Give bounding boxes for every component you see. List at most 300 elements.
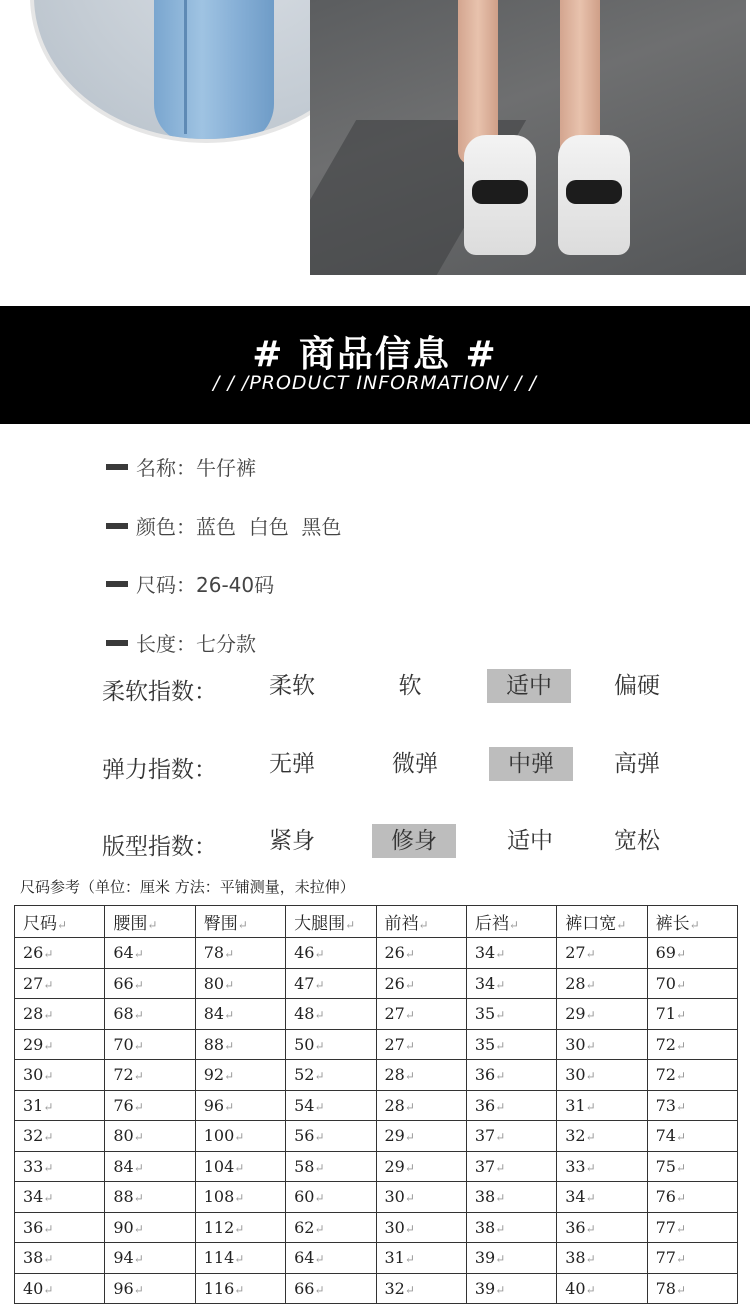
return-mark-icon: ↵ [314, 1252, 325, 1267]
cell-value: 68 [113, 1004, 134, 1024]
table-cell [376, 1182, 466, 1213]
table-cell [376, 1090, 466, 1121]
return-mark-icon: ↵ [43, 1008, 54, 1023]
return-mark-icon: ↵ [43, 1069, 54, 1084]
return-mark-icon: ↵ [234, 1221, 245, 1236]
cell-value: 28 [565, 973, 586, 993]
cell-value: 96 [113, 1278, 134, 1298]
return-mark-icon: ↵ [585, 1221, 596, 1236]
cell-value: 40 [565, 1278, 586, 1298]
cell-value: 30 [384, 1217, 405, 1237]
cell-value: 34 [565, 1187, 586, 1207]
return-mark-icon: ↵ [234, 1191, 245, 1206]
table-cell [15, 1243, 105, 1274]
table-cell [195, 1182, 285, 1213]
cell-value: 74 [655, 1126, 676, 1146]
table-cell [15, 999, 105, 1030]
table-cell [647, 1182, 737, 1213]
table-cell [376, 1151, 466, 1182]
return-mark-icon: ↵ [43, 1282, 54, 1297]
return-mark-icon: ↵ [133, 1130, 144, 1145]
size-chart-header-cell [647, 906, 737, 938]
return-mark-icon: ↵ [43, 1160, 54, 1175]
return-mark-icon: ↵ [314, 947, 325, 962]
elasticity-index-row [0, 747, 750, 787]
table-cell [105, 1121, 195, 1152]
cell-value: 75 [655, 1156, 676, 1176]
return-mark-icon: ↵ [675, 1069, 687, 1084]
return-mark-icon: ↵ [43, 1099, 54, 1114]
cell-value: 37 [474, 1156, 496, 1176]
cell-value: 31 [384, 1248, 405, 1268]
table-cell [466, 1151, 556, 1182]
return-mark-icon: ↵ [404, 1252, 415, 1267]
table-cell [195, 1060, 285, 1091]
table-cell [647, 1029, 737, 1060]
table-cell [105, 1029, 195, 1060]
cell-value: 29 [23, 1034, 44, 1054]
cell-value: 38 [474, 1217, 496, 1237]
cell-value: 28 [23, 1004, 44, 1024]
cell-value: 30 [565, 1034, 586, 1054]
table-cell [557, 1029, 647, 1060]
return-mark-icon: ↵ [224, 1008, 235, 1023]
cell-value: 27 [23, 973, 44, 993]
size-chart-header-cell [286, 906, 376, 938]
table-cell [286, 1243, 376, 1274]
cell-value: 35 [474, 1004, 496, 1024]
return-mark-icon: ↵ [675, 947, 687, 962]
cell-value: 46 [294, 943, 315, 963]
cell-value: 39 [474, 1248, 496, 1268]
cell-value: 38 [565, 1248, 586, 1268]
cell-value: 36 [474, 1095, 496, 1115]
return-mark-icon: ↵ [495, 1191, 506, 1206]
table-cell [557, 1151, 647, 1182]
return-mark-icon: ↵ [585, 1160, 596, 1175]
cell-value: 48 [294, 1004, 315, 1024]
return-mark-icon: ↵ [585, 1191, 596, 1206]
table-cell [286, 1212, 376, 1243]
table-row [15, 1060, 738, 1091]
return-mark-icon: ↵ [234, 1160, 245, 1175]
table-row [15, 1212, 738, 1243]
softness-index-label: 柔软指数： [102, 679, 217, 705]
dash-icon [106, 464, 128, 470]
info-item-length: 长度 ： 七分款 [106, 628, 256, 657]
return-mark-icon: ↵ [585, 1252, 596, 1267]
return-mark-icon: ↵ [224, 1069, 235, 1084]
cell-value: 34 [23, 1187, 44, 1207]
cell-value: 47 [294, 973, 315, 993]
cell-value: 34 [474, 943, 496, 963]
cell-value: 58 [294, 1156, 315, 1176]
return-mark-icon: ↵ [314, 1099, 325, 1114]
table-cell [376, 1212, 466, 1243]
cell-value: 34 [474, 973, 496, 993]
table-cell [557, 938, 647, 969]
table-cell [376, 1029, 466, 1060]
return-mark-icon: ↵ [43, 977, 54, 992]
return-mark-icon: ↵ [675, 1191, 687, 1206]
return-mark-icon: ↵ [234, 1130, 245, 1145]
cell-value: 31 [23, 1095, 44, 1115]
table-cell [286, 1273, 376, 1304]
cell-value: 88 [113, 1187, 134, 1207]
table-cell [195, 968, 285, 999]
cell-value: 108 [203, 1187, 235, 1207]
return-mark-icon: ↵ [224, 947, 235, 962]
table-cell [195, 1090, 285, 1121]
return-mark-icon: ↵ [495, 977, 506, 992]
table-cell [647, 1090, 737, 1121]
table-cell [647, 938, 737, 969]
cell-value: 62 [294, 1217, 315, 1237]
cell-value: 54 [294, 1095, 315, 1115]
return-mark-icon: ↵ [133, 1221, 144, 1236]
info-item-color: 颜色 ： 蓝色 白色 黑色 [106, 511, 341, 540]
cell-value: 90 [113, 1217, 134, 1237]
table-cell [195, 938, 285, 969]
header-text: 裤口宽 [565, 914, 617, 934]
cell-value: 70 [113, 1034, 134, 1054]
product-info-banner [0, 306, 750, 424]
info-item-name: 名称 ： 牛仔裤 [106, 452, 256, 481]
cell-value: 72 [655, 1034, 676, 1054]
cell-value: 33 [23, 1156, 44, 1176]
return-mark-icon: ↵ [314, 1130, 325, 1145]
table-cell [466, 1090, 556, 1121]
table-cell [105, 999, 195, 1030]
cell-value: 30 [565, 1065, 586, 1085]
cell-value: 112 [203, 1217, 235, 1237]
return-mark-icon: ↵ [43, 1221, 54, 1236]
table-row [15, 1090, 738, 1121]
table-cell [376, 1060, 466, 1091]
cell-value: 26 [23, 943, 44, 963]
return-mark-icon: ↵ [404, 1099, 415, 1114]
table-row [15, 1182, 738, 1213]
return-mark-icon: ↵ [616, 918, 627, 932]
header-text: 大腿围 [294, 914, 346, 934]
cell-value: 116 [203, 1278, 235, 1298]
cell-value: 30 [23, 1065, 44, 1085]
cell-value: 31 [565, 1095, 586, 1115]
return-mark-icon: ↵ [224, 977, 235, 992]
return-mark-icon: ↵ [495, 1221, 506, 1236]
table-cell [195, 1121, 285, 1152]
table-cell [15, 938, 105, 969]
table-cell [557, 1243, 647, 1274]
return-mark-icon: ↵ [314, 1191, 325, 1206]
size-chart-header-row [15, 906, 738, 938]
return-mark-icon: ↵ [43, 947, 54, 962]
cell-value: 100 [203, 1126, 235, 1146]
fit-option: 紧身 [269, 828, 315, 854]
table-cell [557, 999, 647, 1030]
table-cell [466, 968, 556, 999]
table-cell [105, 1060, 195, 1091]
table-cell [105, 1182, 195, 1213]
return-mark-icon: ↵ [495, 1008, 506, 1023]
return-mark-icon: ↵ [675, 1221, 687, 1236]
table-cell [466, 1243, 556, 1274]
cell-value: 29 [565, 1004, 586, 1024]
table-cell [286, 938, 376, 969]
cell-value: 72 [113, 1065, 134, 1085]
return-mark-icon: ↵ [495, 1069, 506, 1084]
return-mark-icon: ↵ [133, 1038, 144, 1053]
return-mark-icon: ↵ [404, 1282, 415, 1297]
table-cell [557, 1182, 647, 1213]
cell-value: 69 [655, 943, 676, 963]
return-mark-icon: ↵ [404, 977, 415, 992]
size-chart-header-cell [466, 906, 556, 938]
cell-value: 80 [113, 1126, 134, 1146]
cell-value: 27 [565, 943, 586, 963]
size-chart-header-cell [105, 906, 195, 938]
dash-icon [106, 640, 128, 646]
cell-value: 60 [294, 1187, 315, 1207]
cell-value: 70 [655, 973, 676, 993]
fit-index-row [0, 824, 750, 864]
table-cell [557, 1060, 647, 1091]
table-cell [647, 1151, 737, 1182]
return-mark-icon: ↵ [43, 1252, 54, 1267]
table-cell [647, 1273, 737, 1304]
return-mark-icon: ↵ [675, 1282, 687, 1297]
cell-value: 29 [384, 1126, 405, 1146]
cell-value: 38 [474, 1187, 496, 1207]
table-cell [195, 999, 285, 1030]
return-mark-icon: ↵ [585, 1069, 596, 1084]
table-row [15, 1273, 738, 1304]
table-row [15, 999, 738, 1030]
return-mark-icon: ↵ [314, 977, 325, 992]
cell-value: 71 [655, 1004, 676, 1024]
table-cell [647, 999, 737, 1030]
return-mark-icon: ↵ [585, 977, 596, 992]
return-mark-icon: ↵ [314, 1221, 325, 1236]
cell-value: 32 [23, 1126, 44, 1146]
table-cell [15, 1151, 105, 1182]
header-text: 裤长 [655, 914, 690, 934]
table-cell [466, 1212, 556, 1243]
table-cell [376, 1273, 466, 1304]
size-chart-header-cell [195, 906, 285, 938]
table-cell [286, 1090, 376, 1121]
table-cell [105, 1212, 195, 1243]
return-mark-icon: ↵ [508, 918, 519, 932]
cell-value: 88 [203, 1034, 225, 1054]
softness-index-row [0, 669, 750, 709]
cell-value: 72 [655, 1065, 676, 1085]
table-cell [105, 938, 195, 969]
return-mark-icon: ↵ [404, 1130, 415, 1145]
table-row [15, 1029, 738, 1060]
return-mark-icon: ↵ [133, 1191, 144, 1206]
return-mark-icon: ↵ [404, 1008, 415, 1023]
softness-option: 软 [398, 673, 422, 699]
cell-value: 35 [474, 1034, 496, 1054]
cell-value: 104 [203, 1156, 235, 1176]
header-text: 前裆 [384, 914, 419, 934]
return-mark-icon: ↵ [234, 1252, 245, 1267]
table-row [15, 1243, 738, 1274]
return-mark-icon: ↵ [404, 1160, 415, 1175]
header-text: 尺码 [23, 914, 57, 934]
cell-value: 52 [294, 1065, 315, 1085]
fit-option: 宽松 [614, 828, 660, 854]
table-cell [286, 1121, 376, 1152]
cell-value: 76 [655, 1187, 676, 1207]
elasticity-option-selected: 中弹 [489, 747, 573, 781]
cell-value: 50 [294, 1034, 315, 1054]
header-text: 后裆 [474, 914, 509, 934]
table-cell [195, 1243, 285, 1274]
cell-value: 36 [565, 1217, 586, 1237]
table-cell [15, 1182, 105, 1213]
cell-value: 84 [113, 1156, 134, 1176]
table-cell [286, 1182, 376, 1213]
cell-value: 39 [474, 1278, 496, 1298]
return-mark-icon: ↵ [314, 1069, 325, 1084]
table-row [15, 938, 738, 969]
cell-value: 26 [384, 943, 405, 963]
table-cell [557, 1273, 647, 1304]
table-cell [466, 938, 556, 969]
table-cell [105, 1151, 195, 1182]
return-mark-icon: ↵ [345, 918, 356, 932]
table-cell [466, 999, 556, 1030]
cell-value: 64 [113, 943, 134, 963]
return-mark-icon: ↵ [404, 1221, 415, 1236]
cell-value: 27 [384, 1004, 405, 1024]
table-cell [557, 1090, 647, 1121]
table-cell [15, 968, 105, 999]
cell-value: 92 [203, 1065, 225, 1085]
table-cell [647, 968, 737, 999]
return-mark-icon: ↵ [237, 918, 248, 932]
return-mark-icon: ↵ [495, 1252, 506, 1267]
cell-value: 78 [203, 943, 225, 963]
table-cell [15, 1212, 105, 1243]
elasticity-option: 无弹 [269, 751, 315, 777]
cell-value: 28 [384, 1095, 405, 1115]
cell-value: 77 [655, 1217, 676, 1237]
return-mark-icon: ↵ [43, 1130, 54, 1145]
return-mark-icon: ↵ [495, 1130, 506, 1145]
return-mark-icon: ↵ [495, 1099, 506, 1114]
cell-value: 36 [474, 1065, 496, 1085]
return-mark-icon: ↵ [224, 1099, 235, 1114]
elasticity-index-label: 弹力指数： [102, 757, 217, 783]
size-chart-header-cell [15, 906, 105, 938]
table-cell [557, 1121, 647, 1152]
return-mark-icon: ↵ [675, 1160, 687, 1175]
header-text: 臀围 [203, 914, 238, 934]
return-mark-icon: ↵ [314, 1160, 325, 1175]
table-cell [105, 968, 195, 999]
table-cell [286, 1151, 376, 1182]
table-cell [466, 1060, 556, 1091]
return-mark-icon: ↵ [495, 1282, 506, 1297]
cell-value: 29 [384, 1156, 405, 1176]
table-cell [466, 1182, 556, 1213]
table-cell [647, 1243, 737, 1274]
table-cell [557, 1212, 647, 1243]
cell-value: 84 [203, 1004, 225, 1024]
product-photo-area [0, 0, 750, 300]
return-mark-icon: ↵ [585, 1282, 596, 1297]
return-mark-icon: ↵ [418, 918, 429, 932]
return-mark-icon: ↵ [585, 1038, 596, 1053]
cell-value: 114 [203, 1248, 235, 1268]
cell-value: 77 [655, 1248, 676, 1268]
softness-option: 柔软 [269, 673, 315, 699]
table-cell [105, 1090, 195, 1121]
return-mark-icon: ↵ [675, 977, 687, 992]
cell-value: 36 [23, 1217, 44, 1237]
cell-value: 66 [294, 1278, 315, 1298]
return-mark-icon: ↵ [133, 1282, 144, 1297]
dash-icon [106, 523, 128, 529]
return-mark-icon: ↵ [133, 1099, 144, 1114]
table-cell [466, 1273, 556, 1304]
size-chart-header-cell [376, 906, 466, 938]
cell-value: 66 [113, 973, 134, 993]
cell-value: 30 [384, 1187, 405, 1207]
table-cell [557, 968, 647, 999]
table-cell [466, 1121, 556, 1152]
fit-index-label: 版型指数： [102, 834, 217, 860]
cell-value: 38 [23, 1248, 44, 1268]
return-mark-icon: ↵ [585, 947, 596, 962]
cell-value: 32 [384, 1278, 405, 1298]
sneakers-photo [310, 0, 746, 275]
table-cell [376, 938, 466, 969]
table-row [15, 1121, 738, 1152]
table-cell [286, 1029, 376, 1060]
dash-icon [106, 581, 128, 587]
table-cell [647, 1060, 737, 1091]
return-mark-icon: ↵ [133, 947, 144, 962]
table-cell [105, 1243, 195, 1274]
return-mark-icon: ↵ [133, 1160, 144, 1175]
return-mark-icon: ↵ [404, 1038, 415, 1053]
table-cell [15, 1273, 105, 1304]
table-cell [286, 968, 376, 999]
table-cell [15, 1060, 105, 1091]
return-mark-icon: ↵ [224, 1038, 235, 1053]
table-cell [647, 1121, 737, 1152]
fit-option: 适中 [507, 828, 553, 854]
return-mark-icon: ↵ [133, 1069, 144, 1084]
table-cell [376, 1121, 466, 1152]
cell-value: 32 [565, 1126, 586, 1146]
return-mark-icon: ↵ [495, 1038, 506, 1053]
cell-value: 96 [203, 1095, 225, 1115]
table-cell [466, 1029, 556, 1060]
return-mark-icon: ↵ [314, 1282, 325, 1297]
return-mark-icon: ↵ [675, 1130, 687, 1145]
table-cell [195, 1029, 285, 1060]
cell-value: 80 [203, 973, 225, 993]
table-cell [195, 1212, 285, 1243]
return-mark-icon: ↵ [404, 1069, 415, 1084]
return-mark-icon: ↵ [495, 1160, 506, 1175]
table-cell [105, 1273, 195, 1304]
